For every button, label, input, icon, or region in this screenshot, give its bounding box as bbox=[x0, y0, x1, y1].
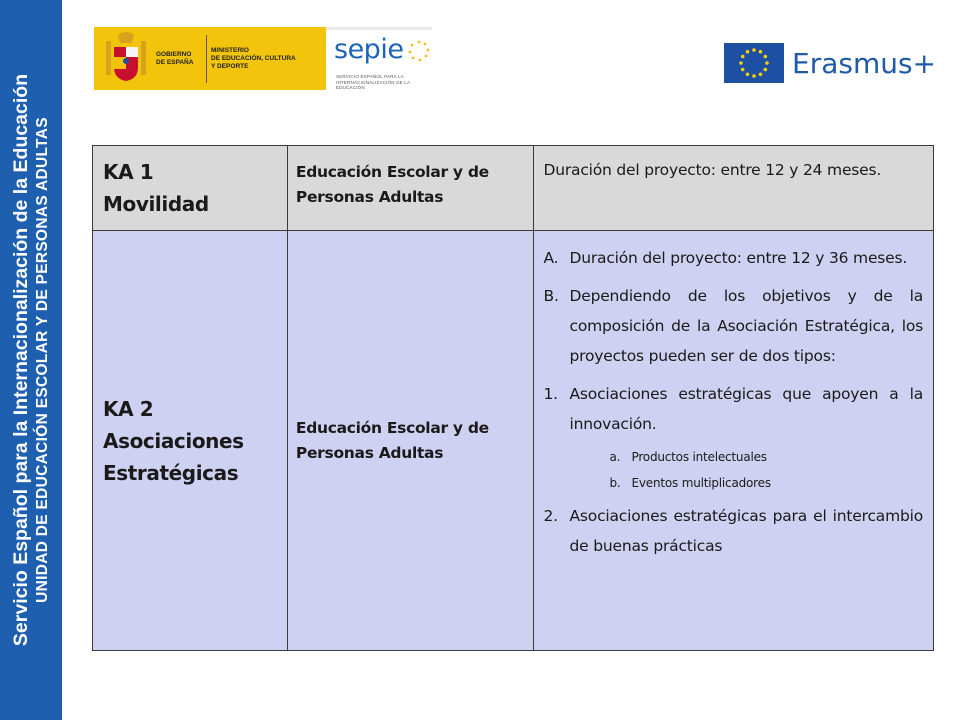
ka1-duration-cell bbox=[533, 146, 933, 231]
ka2-title-cell bbox=[93, 231, 288, 651]
ka2-details-cell bbox=[533, 231, 933, 651]
ka1-name: Movilidad bbox=[103, 192, 209, 216]
sepie-subtitle: SERVICIO ESPAÑOL PARA LA INTERNACIONALIZACIÓN DE LA EDUCACIÓN bbox=[336, 74, 410, 90]
ka1-program: Educación Escolar y de Personas Adultas bbox=[295, 163, 489, 206]
side-title: Servicio Español para la Internacionalización de la Educación bbox=[10, 73, 32, 647]
ka2-program: Educación Escolar y de Personas Adultas bbox=[295, 418, 489, 462]
erasmus-logo bbox=[724, 42, 936, 84]
ka1-duration: Duración del proyecto: entre 12 y 24 meses. bbox=[543, 161, 882, 179]
list-item-1: 1. Asociaciones estratégicas que apoyen a la innovación. bbox=[543, 385, 923, 433]
government-logo bbox=[94, 27, 326, 90]
logo-divider bbox=[206, 35, 207, 83]
ka2-name-line1: Asociaciones bbox=[103, 428, 244, 453]
side-band bbox=[0, 0, 62, 720]
sublist-item-a: a. Productos intelectuales bbox=[609, 450, 767, 464]
sepie-logo bbox=[326, 27, 432, 90]
list-item-b: B. Dependiendo de los objetivos y de la composición de la Asociación Estratégica, los proyectos pueden ser de dos tipos: bbox=[543, 287, 923, 365]
ka2-program-cell bbox=[287, 231, 533, 651]
ka2-name-line2: Estratégicas bbox=[103, 460, 239, 485]
government-logo-text: GOBIERNO DE ESPAÑA bbox=[156, 50, 194, 66]
stars-icon bbox=[408, 40, 430, 62]
table-row-ka2 bbox=[93, 231, 934, 651]
sepie-wordmark: sepie bbox=[334, 34, 404, 65]
erasmus-wordmark: Erasmus+ bbox=[792, 46, 937, 80]
side-subtitle: UNIDAD DE EDUCACIÓN ESCOLAR Y DE PERSONAS ADULTAS bbox=[34, 117, 51, 603]
spain-crest-icon bbox=[100, 31, 152, 87]
table-row-ka1 bbox=[93, 146, 934, 231]
ka1-program-cell bbox=[287, 146, 533, 231]
eu-flag-icon bbox=[724, 43, 784, 83]
list-item-2: 2. Asociaciones estratégicas para el intercambio de buenas prácticas bbox=[543, 507, 923, 555]
ka2-code: KA 2 bbox=[103, 396, 154, 421]
ka1-title-cell bbox=[93, 146, 288, 231]
side-band-text bbox=[0, 0, 62, 720]
programme-table bbox=[92, 145, 934, 651]
sublist-item-b: b. Eventos multiplicadores bbox=[609, 476, 771, 490]
ka1-code: KA 1 bbox=[103, 160, 154, 184]
list-item-a: A. Duración del proyecto: entre 12 y 36 meses. bbox=[543, 249, 908, 267]
ministry-text: MINISTERIO DE EDUCACIÓN, CULTURA Y DEPORTE bbox=[211, 46, 296, 70]
